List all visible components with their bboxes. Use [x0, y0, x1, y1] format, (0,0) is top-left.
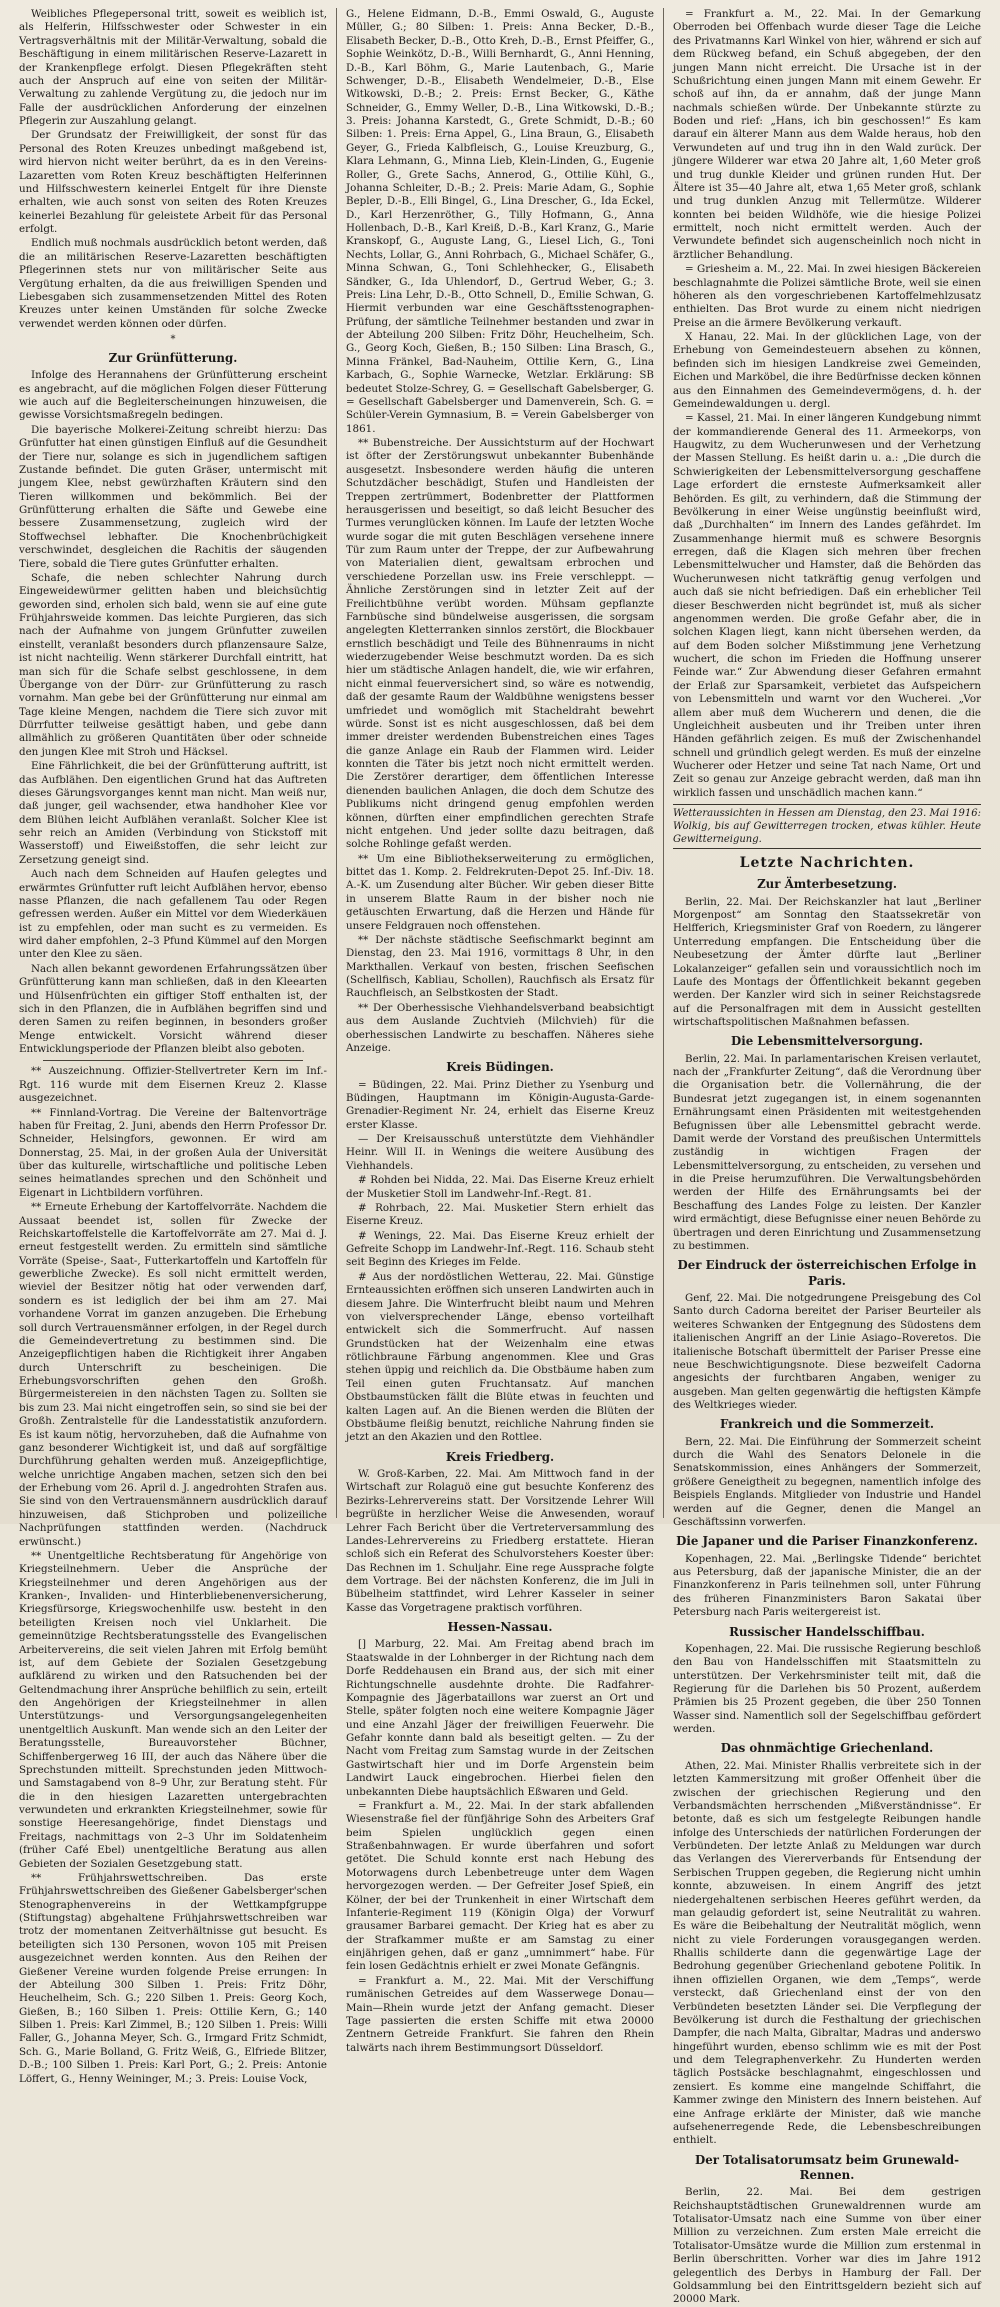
article-paragraph: G., Helene Eidmann, D.-B., Emmi Oswald, G., Auguste Müller, G.; 80 Silben: 1. Preis: Anna Becker, D.-B., Elisabeth Becker, D.-B., Otto Kreh, D.-B., Ernst Pfeiffer, G., Sophie Weinkötz, D.-B., Willi Bernhardt, G., Anni Henning, D.-B., Karl Böhm, G., Marie Lautenbach, G., Marie Schwenger, D.-B., Elisabeth Wendelmeier, D.-B., Else Witkowski, D.-B.; 2. Preis: Ernst Becker, G., Käthe Schneider, G., Emmy Weller, D.-B., Lina Witkowski, D.-B.; 3. Preis: Johanna Karstedt, G., Grete Schmidt, D.-B.; 60 Silben: 1. Preis: Erna Appel, G., Lina Braun, G., Elisabeth Geyer, G., Frieda Kalbfleisch, G., Louise Kreuzburg, G., Klara Lehmann, G., Minna Lieb, Klein-Linden, G., Eugenie Roller, G., Grete Sachs, Annerod, G., Ottilie Kühl, G., Johanna Schleiter, D.-B.; 2. Preis: Marie Adam, G., Sophie Bepler, D.-B., Elli Bingel, G., Lina Drescher, G., Ida Eckel, D., Karl Herzenröther, G., Tilly Hofmann, G., Anna Hollenbach, D.-B., Karl Kreiß, D.-B., Karl Kranz, G., Marie Kranskopf, G., Auguste Lang, G., Liesel Lich, G., Toni Nechts, Lollar, G., Anni Rohrbach, G., Michael Schäfer, G., Minna Schwan, G., Toni Schlehhecker, G., Elisabeth Sändker, G., Ida Uhlendorf, D., Gertrud Weber, G.; 3. Preis: Lina Lehr, D.-B., Otto Schnell, D., Emilie Schwan, G. Hiermit verbunden war eine Geschäftsstenographen-Prüfung, der sämtliche Teilnehmer bestanden und zwar in der Abteilung 200 Silben: Fritz Döhr, Heuchelheim, Sch. G., Georg Koch, Gießen, B.; 150 Silben: Lina Brasch, G., Minna Fränkel, Bad-Nauheim, Ottilie Kern, G., Lina Karbach, G., Sophie Warnecke, Wetzlar. Erklärung: SB bedeutet Stolze-Schrey, G. = Gesellschaft Gabelsberger, G. = Gesellschaft Gabelsberger und Damenverein, Sch. G. = Schüler-Verein Gymnasium, B. = Verein Gabelsberger von 1861.: [346, 8, 654, 435]
article-heading: Zur Grünfütterung.: [108, 351, 238, 365]
article-paragraph: Berlin, 22. Mai. Bei dem gestrigen Reichshauptstädtischen Grunewaldrennen wurde am Totalisator-Umsatz nach eine Summe von über einer Million zu verzeichnen. Zum ersten Male erreicht die Totalisator-Umsätze wurde die Million zum erstenmal in Berlin überschritten. Vorher war dies im Jahre 1912 gelegentlich des Derbys in Hamburg der Fall. Der Goldsammlung bei den Eintrittsgeldern bezieht sich auf 20000 Mark.: [673, 2186, 981, 2306]
column-1: [10, 8, 336, 2085]
article-paragraph: Berlin, 22. Mai. Der Reichskanzler hat laut „Berliner Morgenpost“ am Sonntag den Staatssekretär von Helfferich, Kriegsminister Graf von Roedern, zu längerer Unterredung empfangen. Die Entscheidung über die Neubesetzung der Ämter dürfte laut „Berliner Lokalanzeiger“ gefallen sein und voraussichtlich noch im Laufe des Montags der Öffentlichkeit bekannt gegeben werden. Der Kanzler wird sich in seiner Reichstagsrede auf die Personalfragen mit dem in Aussicht gestellten wirtschaftspolitischen Maßnahmen befassen.: [673, 895, 981, 1029]
article-paragraph: ** Auszeichnung. Offizier-Stellvertreter Kern im Inf.-Rgt. 116 wurde mit dem Eisernen Kreuz 2. Klasse ausgezeichnet.: [19, 1065, 327, 1105]
article-paragraph: ** Um eine Bibliothekserweiterung zu ermöglichen, bittet das 1. Komp. 2. Feldrekruten-Depot 25. Inf.-Div. 18. A.-K. um Zusendung alter Bücher. Wir geben dieser Bitte in unserem Blatte Raum in der bisher noch nie getäuschten Erwartung, daß die Herzen und Hände für unsere Feldgrauen noch offenstehen.: [346, 852, 654, 932]
article-paragraph: ** Finnland-Vortrag. Die Vereine der Baltenvorträge haben für Freitag, 2. Juni, abends den Herrn Professor Dr. Schneider, Helsingfors, gewonnen. Er wird am Donnerstag, 25. Mai, in der großen Aula der Universität über das kulturelle, wirtschaftliche und politische Leben seines heimatlandes sprechen und den Schönheit und Eigenart in Lichtbildern vorführen.: [19, 1106, 327, 1199]
section-separator: *: [170, 334, 176, 345]
article-heading: Die Japaner und die Pariser Finanzkonferenz.: [676, 1534, 978, 1549]
article-paragraph: Weibliches Pflegepersonal tritt, soweit es weiblich ist, als Helferin, Hilfsschwester oder Schwester in ein Vertragsverhältnis mit der Militär-Verwaltung, sobald die Beschäftigung in einem militärischen Reserve-Lazarett in der Krankenpflege erfolgt. Diesen Pflegekräften steht auch der Anspruch auf eine von seiten der Militär-Verwaltung zu zahlende Vergütung zu, die jedoch nur im Falle der ausdrücklichen Anforderung der einzelnen Pflegerin zur Auszahlung gelangt.: [19, 8, 327, 127]
article-paragraph: = Frankfurt a. M., 22. Mai. Mit der Verschiffung rumänischen Getreides auf dem Wasserwege Donau—Main—Rhein wurde jetzt der Anfang gemacht. Dieser Tage passierten die ersten Schiffe mit etwa 20000 Zentnern Getreide Frankfurt. Sie fahren den Rhein talwärts nach ihrem Bestimmungsort Düsseldorf.: [346, 1974, 654, 2054]
article-paragraph: Nach allen bekannt gewordenen Erfahrungssätzen über Grünfütterung kann man schließen, daß in den Kleearten und Hülsenfrüchten ein giftiger Stoff enthalten ist, der sich in den Pflanzen, die in Aufblähen begriffen sind und deren Samen zu reifen beginnen, in besonders großer Menge entwickelt. Vorsicht während dieser Entwicklungsperiode der Pflanzen bleibt also geboten.: [19, 962, 327, 1056]
article-heading: Hessen-Nassau.: [447, 1620, 553, 1635]
article-paragraph: Schafe, die neben schlechter Nahrung durch Eingeweidewürmer gelitten haben und bleichsüchtig geworden sind, erholen sich bald, wenn sie auf eine gute Frühjahrsweide kommen. Das leichte Purgieren, das sich nach der Aufnahme von jungem Grünfutter zuweilen einstellt, veranlaßt besonders durch pflanzensaure Salze, ist nicht nachteilig. Wenn stärkerer Durchfall eintritt, hat man sich für die Schafe selbst geschlossene, in dem Übergange von der Dürr- zur Grünfütterung zu rasch vornahm. Man gebe bei der Grünfütterung nur einmal am Tage kleine Mengen, nachdem die Tiere sich zuvor mit Dürrfutter teilweise gesättigt haben, und gebe dann allmählich zu größeren Quantitäten über oder schneide den jungen Klee mit Stroh und Häcksel.: [19, 571, 327, 758]
article-paragraph: # Wenings, 22. Mai. Das Eiserne Kreuz erhielt der Gefreite Schopp im Landwehr-Inf.-Regt. 116. Schaub steht seit Beginn des Krieges im Felde.: [346, 1229, 654, 1269]
article-heading: Der Eindruck der österreichischen Erfolge in Paris.: [677, 1258, 977, 1288]
article-paragraph: Athen, 22. Mai. Minister Rhallis verbreitete sich in der letzten Kammersitzung mit großer Offenheit über die zwischen der griechischen Regierung und den Verbandsmächten herrschenden „Mißverständnisse“. Er betonte, daß es sich um festgelegte Reibungen handle infolge des Unterschieds der natürlichen Forderungen der Verbündeten. Der letzte Anlaß zu Meldungen war durch das Verlangen des Viererverbands für Entsendung der Serbischen Truppen gegeben, die Regierung nicht umhin konnte, abzuweisen. In einem Angriff des jetzt niedergehaltenen serbischen Heeres geführt werden, da man gelaudig gefordert ist, seine Neutralität zu wahren. Es wäre die Beibehaltung der Neutralität möglich, wenn nicht zu viele Forderungen vorausgegangen werden. Rhallis schilderte dann die gegenwärtige Lage der Bedrohung gegenüber Griechenland gebotene Politik. In ihnen offiziellen Organen, wie dem „Temps“, werde versteckt, daß Griechenland einst der von den Verbündeten besetzten Länder sei. Die Verpflegung der Bevölkerung ist durch die Festhaltung der griechischen Dampfer, die nach Malta, Gibraltar, Madras und anderswo hingeführt wurden, ebenso schlimm wie es mit der Post und dem Telegraphenverkehr. Zu Hunderten werden täglich Postsäcke beschlagnahmt, eingeschlossen und zensiert. Es komme eine mangelnde Schiffahrt, die Kammer zwinge den Ministern des Innern beistehen. Auf eine Anfrage erklärte der Minister, daß wie manche aufsehenerregende Rede, die Lebensbeschreibungen enthielt.: [673, 1759, 981, 2147]
article-paragraph: = Frankfurt a. M., 22. Mai. In der stark abfallenden Wiesenstraße fiel der fünfjährige Sohn des Arbeiters Graf beim Spielen unglücklich gegen einen Straßenbahnwagen. Er wurde überfahren und sofort getötet. Die Schuld konnte erst nach Hebung des Motorwagens durch Lebenbetreuge unter dem Wagen hervorgezogen werden. — Der Gefreiter Josef Spieß, ein Kölner, der bei der Trunkenheit in einer Wirtschaft dem Infanterie-Regiment 119 (Königin Olga) der Vorwurf grausamer Barbarei gemacht. Der Krieg hat es aber zu der Strafkammer mußte er am Samstag zu einer einjährigen gehen, daß er ganz „umnimmert“ habe. Für fein losen Gedächtnis erhielt er zwei Monate Gefängnis.: [346, 1799, 654, 1973]
article-paragraph: ** Frühjahrswettschreiben. Das erste Frühjahrswettschreiben des Gießener Gabelsberger'schen Stenographenvereins in der Wettkampfgruppe (Stiftungstag) abgehaltene Frühjahrswettschreiben war trotz der momentanen Zeitverhältnisse gut besucht. Es beteiligten sich 130 Personen, wovon 105 mit Preisen ausgezeichnet werden konnten. Aus den Reihen der Gießener Vereine wurden folgende Preise errungen: In der Abteilung 300 Silben 1. Preis: Fritz Döhr, Heuchelheim, Sch. G.; 220 Silben 1. Preis: Georg Koch, Gießen, B.; 160 Silben 1. Preis: Ottilie Kern, G.; 140 Silben 1. Preis: Karl Zimmel, B.; 120 Silben 1. Preis: Willi Faller, G., Johanna Meyer, Sch. G., Irmgard Fritz Schmidt, Sch. G., Marie Bolland, G. Fritz Weiß, G., Elfriede Blitzer, D.-B.; 100 Silben 1. Preis: Karl Port, G.; 2. Preis: Antonie Löffert, G., Henny Weininger, M.; 3. Preis: Louise Vock,: [19, 1871, 327, 2085]
article-heading: Die Lebensmittelversorgung.: [730, 1034, 923, 1049]
article-paragraph: = Frankfurt a. M., 22. Mai. In der Gemarkung Oberroden bei Offenbach wurde dieser Tage die Leiche des Privatmanns Karl Winkel von hier, während er sich auf dem Rückweg befand, ein Schuß abgegeben, der den jungen Mann nicht erreicht. Die Ursache ist in der Schußrichtung einen jungen Mann mit einem Gewehr. Er schoß auf ihn, da er annahm, daß der junge Mann nachmals schießen würde. Der Unbekannte stürzte zu Boden und rief: „Hans, ich bin geschossen!“ Es kam darauf ein älterer Mann aus dem Walde heraus, hob den Verwundeten auf und trug ihn in den Wald zurück. Der jüngere Wilderer war etwa 20 Jahre alt, 1,60 Meter groß und trug dunkle Kleider und grünen runden Hut. Der Ältere ist 35—40 Jahre alt, etwa 1,65 Meter groß, schlank und trug dunklen Anzug mit Tellermütze. Wilderer konnten bei beiden Wildhöfe, wie die hiesige Polizei ermittelt, noch nicht ermittelt werden. Auch der Verwundete befindet sich augenscheinlich noch nicht in ärztlicher Behandlung.: [673, 8, 981, 261]
article-paragraph: Endlich muß nochmals ausdrücklich betont werden, daß die an militärischen Reserve-Lazaretten beschäftigten Pflegerinnen stets nur von militärischer Seite aus Vergütung erhalten, da die aus freiwilligen Spenden und Liebesgaben sich zusammensetzenden Mittel des Roten Kreuzes unter keinen Umständen für solche Zwecke verwendet werden können oder dürfen.: [19, 237, 327, 330]
weather-forecast: Wetteraussichten in Hessen am Dienstag, den 23. Mai 1916: Wolkig, bis auf Gewitterregen trocken, etwas kühler. Heute Gewitterneigung.: [673, 804, 981, 849]
column-3: [663, 8, 990, 2306]
article-paragraph: Genf, 22. Mai. Die notgedrungene Preisgebung des Col Santo durch Cadorna bereitet der Pariser Beurteiler als weiteres Schwanken der Entgegnung des Südostens dem italienischen Angriff an der Linie Asiago–Roveretos. Die italienische Botschaft übermittelt der Pariser Presse eine neue Beschwichtigungsnote. Diese bezweifelt Cadorna angesichts der furchtbaren Angaben, weniger zu ausgeben. Man gelten gegenwärtig die heftigsten Kämpfe des Weltkrieges wieder.: [673, 1292, 981, 1411]
article-paragraph: # Aus der nordöstlichen Wetterau, 22. Mai. Günstige Ernteaussichten eröffnen sich unseren Landwirten auch in diesem Jahre. Die Winterfrucht bleibt naum und Mehren von vielversprechender Länge, ebenso vorteilhaft entwickelt sich die Sommerfrucht. Auf nassen Grundstücken hat der Weizenhalm eine etwas rötlichbraune Färbung angenommen. Klee und Gras stehen üppig und reichlich da. Die Obstbäume haben zum Teil einen guten Fruchtansatz. Auf manchen Obstbaumstücken fällt die Blüte etwas in feuchten und kalten Lagen auf. An die Bienen werden die Blüten der Obstbäume fleißig benutzt, reichliche Nahrung finden sie jetzt an den Akazien und den Rottlee.: [346, 1270, 654, 1444]
article-paragraph: W. Groß-Karben, 22. Mai. Am Mittwoch fand in der Wirtschaft zur Rolaguö eine gut besuchte Konferenz des Bezirks-Lehrervereins statt. Der Vorsitzende Lehrer Will begrüßte in herzlicher Weise die Anwesenden, worauf Lehrer Fach Bericht über die Vertreterversammlung des Landes-Lehrervereins zu Friedberg erstattete. Hieran schloß sich ein Referat des Schulvorstehers Koester über: Das Rechnen im 1. Schuljahr. Eine rege Aussprache folgte dem Vortrage. Bei der nächsten Konferenz, die im Juli in Bübelheim stattfindet, wird Lehrer Kasseler in seiner Kasse das Vorgetragene praktisch vorführen.: [346, 1468, 654, 1614]
article-paragraph: = Griesheim a. M., 22. Mai. In zwei hiesigen Bäckereien beschlagnahmte die Polizei sämtliche Brote, weil sie einen höheren als den vorgeschriebenen Kartoffelmehlzusatz enthielten. Das Brot wurde zu einem nicht niedrigen Preise an die ärmere Bevölkerung verkauft.: [673, 263, 981, 329]
article-paragraph: Infolge des Herannahens der Grünfütterung erscheint es angebracht, auf die möglichen Folgen dieser Fütterung wie auch auf die Begleiterscheinungen hinzuweisen, die gewisse Vorsichtsmaßregeln bedingen.: [19, 369, 327, 422]
article-heading: Frankreich und die Sommerzeit.: [719, 1417, 934, 1432]
article-paragraph: = Kassel, 21. Mai. In einer längeren Kundgebung nimmt der kommandierende General des 11. Armeekorps, von Haugwitz, zu dem Wucherunwesen und der Verhetzung der Massen Stellung. Es heißt darin u. a.: „Die durch die Schwierigkeiten der Lebensmittelversorgung geschaffene Lage erfordert die ernsteste Aufmerksamkeit aller Behörden. Es gilt, zu verhindern, daß die Stimmung der Bevölkerung in einer Weise ungünstig beeinflußt wird, daß „Durchhalten“ im Innern des Landes gefährdet. Im Zusammenhange hiermit muß es schwere Besorgnis erregen, daß die Klagen sich mehren über frechen Lebensmittelwucher und Hamster, daß die Behörden das Wucherunwesen nicht tatkräftig genug verfolgen und auch daß sie nicht befriedigen. Daß ein erheblicher Teil dieser Beschwerden nicht begründet ist, muß als sicher angenommen werden. Die große Gefahr aber, die in solchen Klagen liegt, kann nicht übersehen werden, da auf dem Boden solcher Mißstimmung jene Verhetzung wuchert, die schon im Frieden die Hoffnung unserer Feinde war.“ Zur Abwendung dieser Gefahren ermahnt der Erlaß zur Sparsamkeit, verbietet das Aufspeichern von Lebensmitteln und warnt vor den Wucherei. „Vor allem aber muß dem Wucherern und denen, die die Ungleichheit ausbeuten und ihr Treiben unter ihren Händen gefährlich zeigen. Es muß der Zwischenhandel schnell und gründlich gelegt werden. Es muß der einzelne Wucherer oder Hetzer und seine Tat nach Name, Ort und Zeit so genau zur Anzeige gebracht werden, daß man ihn wirklich fassen und unschädlich machen kann.“: [673, 412, 981, 799]
article-paragraph: Auch nach dem Schneiden auf Haufen gelegtes und erwärmtes Grünfutter ruft leicht Aufblähen hervor, ebenso nasse Pflanzen, die nach gefallenem Tau oder Regen gefressen werden. Außer ein Mittel vor dem Wiederkäuen ist zu empfehlen, oder man sucht es zu vermeiden. Es wird daher empfohlen, 2–3 Pfund Kümmel auf den Morgen unter den Klee zu säen.: [19, 868, 327, 961]
article-paragraph: X Hanau, 22. Mai. In der glücklichen Lage, von der Erhebung von Gemeindesteuern absehen zu können, befinden sich im hiesigen Landkreise zwei Gemeinden, Eichen und Marköbel, die ihre Bedürfnisse decken können aus den Einnahmen des Gemeindevermögens, d. h. der Gemeindewaldungen u. dergl.: [673, 331, 981, 410]
article-paragraph: ** Erneute Erhebung der Kartoffelvorräte. Nachdem die Aussaat beendet ist, sollen für Zwecke der Reichskartoffelstelle die Kartoffelvorräte am 27. Mai d. J. erneut festgestellt werden. Zu ermitteln sind sämtliche Vorräte (Speise-, Saat-, Futterkartoffeln und Kartoffeln für gewerbliche Zwecke). Es soll nicht ermittelt werden, wieviel der Besitzer nötig hat oder verwenden darf, sondern es ist lediglich der bei ihm am 27. Mai vorhandene Vorrat im ganzen anzugeben. Die Erhebung soll durch Vertrauensmänner erfolgen, in der Regel durch die Gemeindevertretung zu bestimmen sind. Die Anzeigepflichtigen haben die Richtigkeit ihrer Angaben durch Unterschrift zu bescheinigen. Die Erhebungsvorschriften gehen den Großh. Bürgermeistereien in den nächsten Tagen zu. Sollten sie bis zum 23. Mai nicht eingetroffen sein, so sind sie bei der Großh. Zentralstelle für die Landesstatistik anzufordern. Es ist kaum nötig, hervorzuheben, daß die Aufnahme von ganz besonderer Wichtigkeit ist, und daß auf sorgfältige Durchführung gehalten werden muß. Anzeigepflichtige, welche unrichtige Angaben machen, setzen sich den bei der Erhebung vom 26. April d. J. angedrohten Strafen aus. Sie sind von den Vertrauensmännern ausdrücklich darauf hinzuweisen, daß Stichproben und polizeiliche Nachprüfungen stattfinden werden. (Nachdruck erwünscht.): [19, 1201, 327, 1548]
article-paragraph: Berlin, 22. Mai. In parlamentarischen Kreisen verlautet, nach der „Frankfurter Zeitung“, daß die Verordnung über die Organisation betr. die Vollernährung, die der Bundesrat jetzt zugegangen ist, in einem sogenannten Ernährungsamt einen Präsidenten mit weitestgehenden Befugnissen über alle Lebensmittel gebracht werde. Damit werde der Vorstand des preußischen Untermittels zuständig in wichtigen Fragen der Lebensmittelversorgung, zu entscheiden, zu versehen und in die Preise herumzuführen. Die Verwaltungsbehörden werden der Hilfe des Ernährungsamts bei der Beschaffung des Landes Folge zu leisten. Der Kanzler wird ermächtigt, diese Befugnisse einer neuen Behörde zu übertragen und deren Einrichtung und Zusammensetzung zu bestimmen.: [673, 1052, 981, 1252]
article-paragraph: ** Der Oberhessische Viehhandelsverband beabsichtigt aus dem Auslande Zuchtvieh (Milchvieh) für die oberhessischen Landwirte zu beschaffen. Näheres siehe Anzeige.: [346, 1001, 654, 1054]
article-heading: Zur Ämterbesetzung.: [757, 877, 897, 892]
article-paragraph: = Büdingen, 22. Mai. Prinz Diether zu Ysenburg und Büdingen, Hauptmann im Königin-Augusta-Garde-Grenadier-Regiment Nr. 24, erhielt das Eiserne Kreuz erster Klasse.: [346, 1078, 654, 1131]
article-paragraph: — Der Kreisausschuß unterstützte dem Viehhändler Heinr. Will II. in Wenings die weitere Ausübung des Viehhandels.: [346, 1133, 654, 1172]
article-paragraph: ** Bubenstreiche. Der Aussichtsturm auf der Hochwart ist öfter der Zerstörungswut unbekannter Bubenhände ausgesetzt. Insbesondere werden häufig die unteren Schutzdächer beschädigt, Stufen und Handleisten der Treppen zertrümmert, Bodenbretter der Plattformen herausgerissen und beseitigt, so daß leicht Besucher des Turmes verunglücken können. Im Laufe der letzten Woche wurde sogar die mit guten Beschlägen versehene innere Tür zum Raum unter der Treppe, der zur Aufbewahrung von Materialien dient, gewaltsam erbrochen und verschiedene Porzellan usw. ins Freie verschleppt. — Ähnliche Zerstörungen sind in letzter Zeit auf der Freilichtbühne verübt worden. Mühsam gepflanzte Farnbüsche sind bündelweise ausgerissen, die sorgsam angelegten Kletterranken sinnlos zerstört, die Blockbauer ernstlich beschädigt und Teile des Bühnenraums in nicht wiederzugebender Weise beschmutzt worden. Da es sich hier um städtische Anlagen handelt, die, wie wir erfahren, nicht einmal feuerversichert sind, so wäre es notwendig, daß der gesamte Raum der Waldbühne wenigstens besser umfriedet und womöglich mit Stacheldraht bewehrt würde. Sonst ist es nicht ausgeschlossen, daß bei dem immer dreister werdenden Bubenstreichen eines Tages die ganze Anlage ein Raub der Flammen wird. Leider konnten die Täter bis jetzt noch nicht ermittelt werden. Die Zerstörer derartiger, dem öffentlichen Interesse dienenden baulichen Anlagen, die doch dem Schutze des Publikums nicht dringend genug empfohlen werden können, dürften einer empfindlichen gerechten Strafe nicht entgehen. Und jeder sollte dazu beitragen, daß solche Rohlinge gefaßt werden.: [346, 437, 654, 851]
article-paragraph: Der Grundsatz der Freiwilligkeit, der sonst für das Personal des Roten Kreuzes unbedingt maßgebend ist, wird hiervon nicht weiter berührt, da es in den Vereins-Lazaretten vom Roten Kreuz beschäftigten Helferinnen und Hilfsschwestern keinerlei Entgelt für ihre Dienste erhalten, wie auch sonst von seiten des Roten Kreuzes keinerlei Bezahlung für geleistete Arbeit für das Personal erfolgt.: [19, 129, 327, 235]
article-heading: Russischer Handelsschiffbau.: [729, 1624, 925, 1639]
article-paragraph: # Rohden bei Nidda, 22. Mai. Das Eiserne Kreuz erhielt der Musketier Stoll im Landwehr-Inf.-Regt. 81.: [346, 1174, 654, 1200]
article-paragraph: [] Marburg, 22. Mai. Am Freitag abend brach im Staatswalde in der Lohnberger in der Richtung nach dem Dorfe Reddehausen ein Brand aus, der sich mit einer Richtungschnelle ausdehnte drohte. Die Radfahrer-Kompagnie des Jägerbataillons war zuerst an Ort und Stelle, später folgten noch eine weitere Kompagnie Jäger und eine Anzahl Jäger der freiwilligen Feuerwehr. Die Gefahr konnte dann bald als beseitigt gelten. — Zu der Nacht vom Freitag zum Samstag wurde in der Zeitschen Gastwirtschaft hier und im Dorfe Argenstein beim Landwirt Lauck eingebrochen. Hierbei fielen den unbekannten Diebe hauptsächlich Eßwaren und Geld.: [346, 1638, 654, 1798]
article-heading: Kreis Friedberg.: [445, 1449, 555, 1464]
article-paragraph: Eine Fährlichkeit, die bei der Grünfütterung auftritt, ist das Aufblähen. Den eigentlichen Grund hat das Auftreten dieses Gärungsvorganges kennt man nicht. Man weiß nur, daß junger, geil wachsender, etwa handhoher Klee vor dem Blühen leicht Aufblähen veranlaßt. Solcher Klee ist sehr reich an Amiden (Verbindung von Stickstoff mit Wasserstoff) und Eiweißstoffen, die sehr leicht zur Zersetzung geneigt sind.: [19, 760, 327, 866]
article-paragraph: Die bayerische Molkerei-Zeitung schreibt hierzu: Das Grünfutter hat einen günstigen Einfluß auf die Gesundheit der Tiere nur, solange es sich in jugendlichem saftigen Zustande befindet. Die guten Gräser, untermischt mit jungem Klee, nebst gewürzhaften Kräutern sind den Tieren willkommen und bekömmlich. Bei der Grünfütterung erhalten die Säfte und Gewebe eine bessere Zusammensetzung, zugleich wird der Stoffwechsel lebhafter. Die Knochenbrüchigkeit verschwindet, desgleichen die Rachitis der säugenden Tiere, sobald die Tiere gutes Grünfutter erhalten.: [19, 423, 327, 570]
article-paragraph: Bern, 22. Mai. Die Einführung der Sommerzeit scheint durch die Wahl des Senators Delonele in die Senatskommission, eines Anhängers der Sommerzeit, größere Geneigtheit zu begegnen, namentlich infolge des Beispiels Englands. Mitglieder von Industrie und Handel werden auf die Gegner, denen die Mangel an Geschäftssinn vorwerfen.: [673, 1435, 981, 1528]
article-paragraph: # Rohrbach, 22. Mai. Musketier Stern erhielt das Eiserne Kreuz.: [346, 1201, 654, 1228]
article-paragraph: Kopenhagen, 22. Mai. Die russische Regierung beschloß den Bau von Handelsschiffen mit Staatsmitteln zu unterstützen. Der Verkehrsminister teilt mit, daß die Regierung für die Darlehen bis 50 Prozent, außerdem Prämien bis 25 Prozent gegeben, die über 250 Tonnen Wasser sind. Namentlich soll der Segelschiffbau gefördert werden.: [673, 1642, 981, 1736]
column-container: [10, 8, 990, 2306]
article-paragraph: ** Der nächste städtische Seefischmarkt beginnt am Dienstag, den 23. Mai 1916, vormittags 8 Uhr, in den Markthallen. Verkauf von besten, frischen Seefischen (Schellfisch, Kabliau, Schollen), Rauchfisch als Ersatz für Rauchfleisch, an Selbstkosten der Stadt.: [346, 933, 654, 1000]
article-paragraph: ** Unentgeltliche Rechtsberatung für Angehörige von Kriegsteilnehmern. Ueber die Ansprüche der Kriegsteilnehmer und deren Angehörigen aus der Kranken-, Invaliden- und Hinterbliebenenversicherung, Kriegsfürsorge, Kriegswochenhilfe usw. besteht in den beteiligten Kreisen noch viel Unklarheit. Die gemeinnützige Rechtsberatungsstelle des Evangelischen Arbeitervereins, die seit vielen Jahren mit Erfolg bemüht ist, auf dem Gebiete der Sozialen Gesetzgebung aufklärend zu wirken und den Ratsuchenden bei der Geltendmachung ihrer Ansprüche behilflich zu sein, erteilt den Angehörigen der Kriegsteilnehmer in allen Unterstützungs- und Versorgungsangelegenheiten unentgeltlich Auskunft. Man wende sich an den Leiter der Beratungsstelle, Bureauvorsteher Büchner, Schiffenbergerweg 16 III, der auch das Nähere über die Sprechstunden mitteilt. Sprechstunden jeden Mittwoch- und Samstagabend von 8–9 Uhr, zur Beratung steht. Für die in den hiesigen Lazaretten untergebrachten verwundeten und erkrankten Kriegsteilnehmer, sowie für sonstige Heeresangehörige, findet Dienstags und Freitags, nachmittags von 2–3 Uhr im Soldatenheim (früher Café Ebel) unentgeltliche Beratung aus allen Gebieten der Sozialen Gesetzgebung statt.: [19, 1549, 327, 1870]
article-heading: Kreis Büdingen.: [446, 1060, 554, 1075]
article-heading: Das ohnmächtige Griechenland.: [720, 1741, 934, 1756]
section-heading: Letzte Nachrichten.: [739, 855, 915, 872]
article-paragraph: Kopenhagen, 22. Mai. „Berlingske Tidende“ berichtet aus Petersburg, daß der japanische Minister, die an der Finanzkonferenz in Paris teilnehmen soll, unter Führung des früheren Finanzministers Baron Sakatai über Petersburg nach Paris weitergereist ist.: [673, 1552, 981, 1619]
article-heading: Der Totalisatorumsatz beim Grunewald-Rennen.: [694, 2152, 960, 2183]
divider: [43, 1060, 303, 1061]
column-2: [336, 8, 663, 2054]
